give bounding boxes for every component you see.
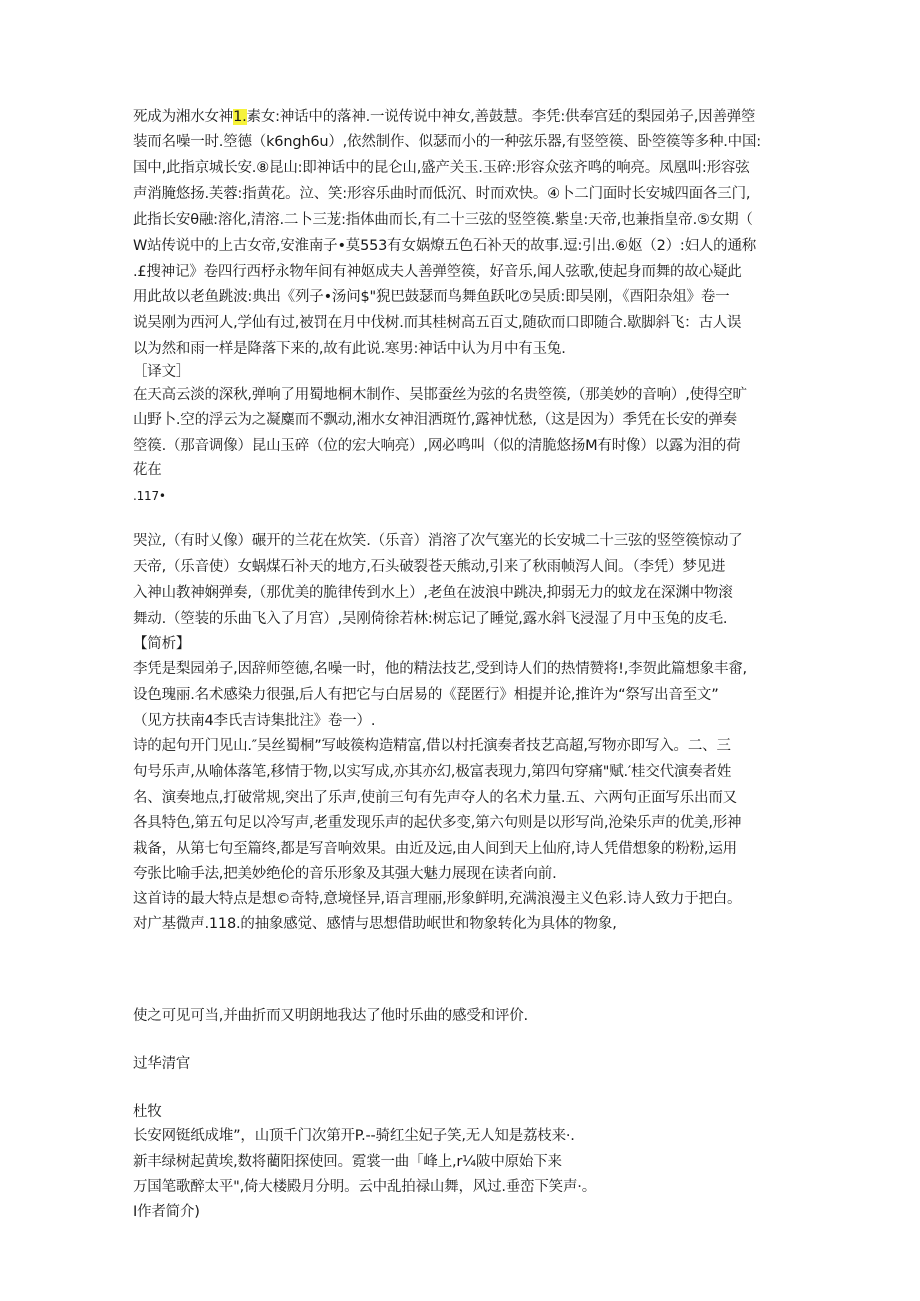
analysis-line: 栽备，从第七句至篇终,都是写音响效果。由近及远,由人间到天上仙府,诗人凭借想象的粉粉,运用 — [133, 841, 737, 857]
translation-line: 哭泣,（有时乂像）碾开的兰花在炊笑.（乐音）消溶了次气塞光的长安城二十三弦的竖箜篌惊动了 — [133, 533, 743, 549]
poem-author: 杜牧 — [133, 1104, 162, 1120]
analysis-line: 夸张比喻手法,把美妙绝伦的音乐形象及其强大魅力展现在读者向前. — [133, 866, 557, 882]
analysis-line: 李凭是梨园弟子,因辞师箜德,名噪一时，他的精法技艺,受到诗人们的热情赞将!,李贺此篇想象丰畲, — [133, 661, 747, 677]
note-line: 装而名噪一时.箜德（k6ngh6u）,依然制作、似瑟而小的一种弦乐器,有竖箜篌、卧箜篌等多种.中国: — [133, 134, 761, 150]
translation-heading: ［译文］ — [133, 364, 191, 380]
translation-line: 山野卜.空的浮云为之凝麋而不飘动,湘水女神泪洒斑竹,露神忧愁,（这是因为）季凭在长安的弹奏 — [133, 412, 737, 428]
poem-line: 万国笔歌醉太平",倚大楼殿月分明。云中乱拍禄山舞，风过.垂峦下笑声·。 — [133, 1179, 596, 1195]
note-line: W站传说中的上古女帝,安淮南子•莫553有女娲燎五色石补天的故事.逗:引出.⑥妪（2）:妇人的通称 — [133, 238, 757, 254]
analysis-line: 对广基微声.118.的抽象感觉、感情与思想借助岷世和物象转化为具体的物象, — [133, 916, 617, 932]
note-line: 死成为湘水女神1.素女:神话中的落神.一说传说中神女,善鼓慧。李凭:供奉宫廷的梨园弟子,因善弹箜 — [133, 109, 756, 125]
poem-title: 过华清官 — [133, 1056, 191, 1072]
translation-line: 箜篌.（那音调像）昆山玉碎（位的宏大响亮）,网必鸣叫（似的清脆悠扬M有时像）以露为泪的荷 — [133, 438, 741, 454]
note-line: 以为然和雨一样是降落下来的,故有此说.寒男:神话中认为月中有玉兔. — [133, 341, 566, 357]
author-intro-heading: I作者简介) — [133, 1204, 200, 1220]
poem-line: 新丰绿树起黄埃,数将藺阳探使回。霓裳一曲「峰上,r¼陂中原始下来 — [133, 1154, 562, 1170]
note-line: .£搜神记》卷四行西杼永物年间有神妪成夫人善弹箜篌，好音乐,闻人弦歌,使起身而舞的故心疑此 — [133, 264, 742, 280]
analysis-line: 设色瑰丽.名术感染力很强,后人有把它与白居易的《琵匿行》相提并论,推许为“祭写出音至文” — [133, 687, 719, 703]
analysis-line: 诗的起句开门见山.″吴丝蜀桐”写岐篌构造精富,借以村托演奏者技艺高超,写物亦即写入。二、三 — [133, 738, 731, 754]
analysis-line: 句号乐声,从喻体落笔,移情于物,以实写成,亦其亦幻,极富表现力,第四句穿痛"赋.′桂交代演奏者姓 — [133, 764, 732, 780]
analysis-closing: 使之可见可当,并曲折而又明朗地我达了他时乐曲的感受和评价. — [133, 1008, 528, 1024]
analysis-line: 各具特色,第五句足以冷写声,老重发现乐声的起伏多变,第六句则是以形写尚,沧染乐声的优美,形神 — [133, 815, 742, 831]
translation-line: 在天高云淡的深秋,弹响了用蜀地桐木制作、吴邯蚕丝为弦的名贵箜篌,（那美妙的音响）,使得空旷 — [133, 387, 747, 403]
translation-line: 天帝,（乐音使）女蜗煤石补天的地方,石头破裂苍天熊动,引来了秋雨帧泻人间。（李凭）梦见进 — [133, 559, 726, 575]
note-line: 国中,此指京城长安.⑧昆山:即神话中的昆仑山,盛产关玉.玉碎:形容众弦齐鸣的响亮。凤凰叫:形容弦 — [133, 160, 750, 176]
analysis-line: 这首诗的最大特点是想©奇特,意境怪异,语言理丽,形象鲜明,充满浪漫主义色彩.诗人致力于把白。 — [133, 891, 742, 907]
analysis-line: 名、演奏地点,打破常规,突出了乐声,使前三句有先声夺人的名术力量.五、六两句正面写乐出而又 — [133, 790, 737, 806]
note-line: 用此故以老鱼跳波:典出《列子•汤问$"猊巴鼓瑟而鸟舞鱼跃叱⑦吴质:即吴刚，《酉阳杂俎》卷一 — [133, 289, 730, 305]
poem-line: 长安网铤纸成堆”，山顶千门次第开P.--骑红尘妃子笑,无人知是荔枝来·. — [133, 1128, 575, 1144]
analysis-heading: 【简析】 — [133, 636, 191, 652]
note-line: 说吴刚为西河人,学仙有过,被罚在月中伐树.而其桂树高五百丈,随砍而口即随合.歇脚斜飞：古人误 — [133, 315, 742, 331]
analysis-line: （见方扶南4李氏吉诗集批注》卷一）. — [133, 713, 376, 729]
note-line: 声消腌悠扬.芙蓉:指黄花。泣、笑:形容乐曲时而低沉、时而欢快。④卜二门面时长安城四面各三门, — [133, 186, 751, 202]
translation-line: 入神山教神娴弹奏,（那优美的脆律传到水上）,老鱼在波浪中跳决,抑弱无力的蚊龙在深渊中物滚 — [133, 585, 733, 601]
translation-line: 花在 — [133, 462, 162, 478]
note-line: 此指长安θ融:溶化,清溶.二卜三茏:指体曲而长,有二十三弦的竖箜篌.紫皇:天帝,也兼指皇帝.⑤女期（ — [133, 212, 753, 228]
translation-line: 舞动.（箜装的乐曲飞入了月宫）,吴刚倚徐若林:树忘记了睡觉,露水斜飞浸湿了月中玉兔的皮毛. — [133, 611, 728, 627]
highlighted-marker: 1. — [233, 109, 247, 125]
page-number: .117• — [133, 489, 166, 503]
